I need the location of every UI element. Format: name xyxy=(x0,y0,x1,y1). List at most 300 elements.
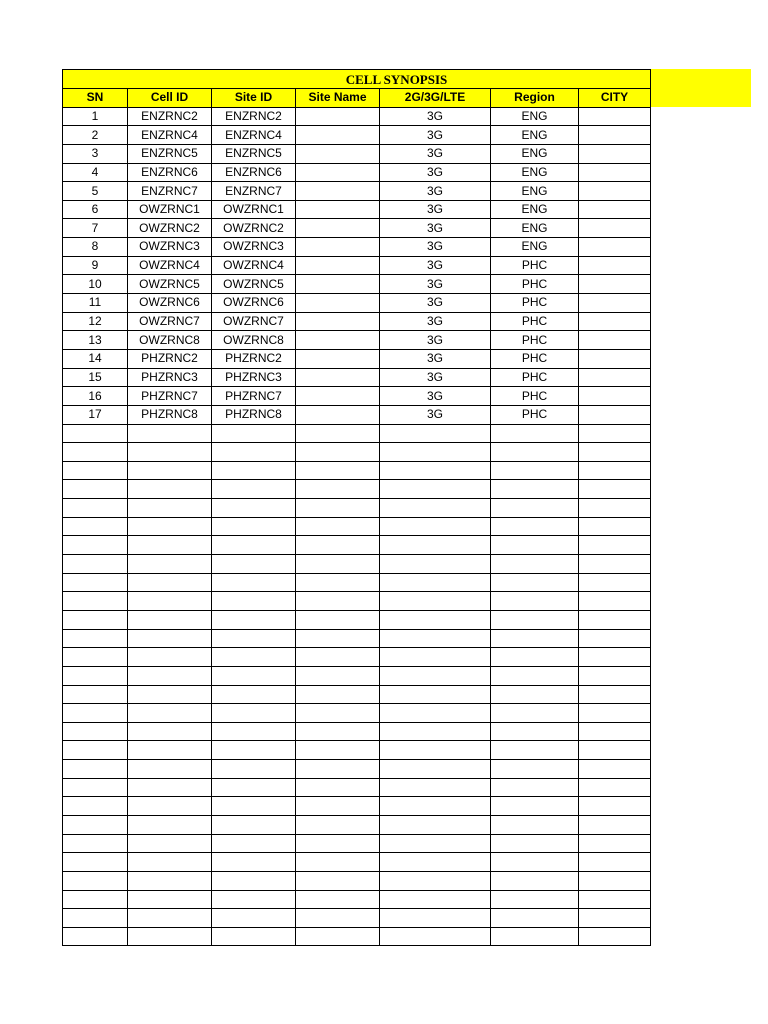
empty-cell xyxy=(296,610,380,629)
cell-sn: 4 xyxy=(63,163,128,182)
table-row xyxy=(63,256,651,275)
cell-region: PHC xyxy=(491,312,579,331)
empty-cell xyxy=(380,555,491,574)
table-row xyxy=(63,294,651,313)
empty-cell xyxy=(128,536,212,555)
empty-cell xyxy=(63,685,128,704)
column-header-sn: SN xyxy=(63,89,128,108)
empty-row xyxy=(63,536,651,555)
empty-cell xyxy=(491,666,579,685)
empty-cell xyxy=(491,909,579,928)
cell-cell-id: OWZRNC5 xyxy=(128,275,212,294)
empty-cell xyxy=(128,704,212,723)
cell-site-name xyxy=(296,368,380,387)
table-row xyxy=(63,331,651,350)
empty-cell xyxy=(212,927,296,946)
empty-cell xyxy=(63,760,128,779)
empty-row xyxy=(63,461,651,480)
cell-city xyxy=(579,312,651,331)
column-header-technology: 2G/3G/LTE xyxy=(380,89,491,108)
cell-site-name xyxy=(296,238,380,257)
empty-cell xyxy=(212,461,296,480)
empty-cell xyxy=(63,610,128,629)
cell-site-id: ENZRNC7 xyxy=(212,182,296,201)
empty-cell xyxy=(212,573,296,592)
empty-cell xyxy=(579,890,651,909)
empty-cell xyxy=(63,648,128,667)
empty-cell xyxy=(579,424,651,443)
empty-cell xyxy=(380,871,491,890)
empty-cell xyxy=(296,517,380,536)
cell-sn: 11 xyxy=(63,294,128,313)
empty-cell xyxy=(579,760,651,779)
empty-cell xyxy=(579,704,651,723)
empty-cell xyxy=(579,815,651,834)
cell-sn: 6 xyxy=(63,200,128,219)
empty-cell xyxy=(63,480,128,499)
cell-site-id: OWZRNC5 xyxy=(212,275,296,294)
cell-sn: 13 xyxy=(63,331,128,350)
cell-technology: 3G xyxy=(380,144,491,163)
column-header-site-id: Site ID xyxy=(212,89,296,108)
empty-cell xyxy=(579,629,651,648)
empty-cell xyxy=(380,834,491,853)
empty-cell xyxy=(491,424,579,443)
table-body xyxy=(63,70,651,946)
table-row xyxy=(63,405,651,424)
cell-region: ENG xyxy=(491,238,579,257)
cell-region: PHC xyxy=(491,349,579,368)
cell-site-name xyxy=(296,275,380,294)
empty-cell xyxy=(491,461,579,480)
empty-cell xyxy=(63,499,128,518)
empty-cell xyxy=(491,573,579,592)
empty-cell xyxy=(296,760,380,779)
empty-row xyxy=(63,555,651,574)
empty-row xyxy=(63,909,651,928)
empty-row xyxy=(63,573,651,592)
empty-cell xyxy=(579,648,651,667)
empty-cell xyxy=(380,909,491,928)
empty-row xyxy=(63,499,651,518)
empty-cell xyxy=(579,480,651,499)
empty-cell xyxy=(579,909,651,928)
empty-cell xyxy=(296,778,380,797)
table-row xyxy=(63,163,651,182)
table-row xyxy=(63,200,651,219)
empty-cell xyxy=(128,778,212,797)
empty-cell xyxy=(296,815,380,834)
column-header-city: CITY xyxy=(579,89,651,108)
empty-cell xyxy=(491,760,579,779)
empty-row xyxy=(63,685,651,704)
cell-site-name xyxy=(296,331,380,350)
cell-site-id: PHZRNC7 xyxy=(212,387,296,406)
empty-cell xyxy=(128,797,212,816)
empty-cell xyxy=(128,461,212,480)
empty-cell xyxy=(491,890,579,909)
empty-row xyxy=(63,871,651,890)
cell-technology: 3G xyxy=(380,107,491,126)
empty-cell xyxy=(128,480,212,499)
empty-cell xyxy=(212,760,296,779)
empty-cell xyxy=(128,909,212,928)
cell-sn: 15 xyxy=(63,368,128,387)
empty-cell xyxy=(380,760,491,779)
cell-city xyxy=(579,275,651,294)
empty-row xyxy=(63,424,651,443)
empty-cell xyxy=(579,797,651,816)
cell-technology: 3G xyxy=(380,256,491,275)
empty-cell xyxy=(63,797,128,816)
empty-cell xyxy=(579,443,651,462)
empty-row xyxy=(63,704,651,723)
empty-cell xyxy=(380,666,491,685)
empty-cell xyxy=(380,573,491,592)
empty-cell xyxy=(296,685,380,704)
cell-technology: 3G xyxy=(380,368,491,387)
cell-sn: 2 xyxy=(63,126,128,145)
empty-cell xyxy=(579,461,651,480)
cell-cell-id: ENZRNC4 xyxy=(128,126,212,145)
empty-cell xyxy=(296,461,380,480)
empty-cell xyxy=(579,536,651,555)
table-row xyxy=(63,387,651,406)
empty-cell xyxy=(63,573,128,592)
empty-cell xyxy=(212,853,296,872)
cell-site-id: OWZRNC1 xyxy=(212,200,296,219)
cell-site-id: ENZRNC5 xyxy=(212,144,296,163)
empty-cell xyxy=(380,461,491,480)
empty-cell xyxy=(128,573,212,592)
empty-row xyxy=(63,760,651,779)
cell-cell-id: OWZRNC4 xyxy=(128,256,212,275)
empty-cell xyxy=(491,778,579,797)
cell-site-id: OWZRNC7 xyxy=(212,312,296,331)
empty-cell xyxy=(212,536,296,555)
cell-site-name xyxy=(296,144,380,163)
empty-cell xyxy=(63,871,128,890)
empty-cell xyxy=(380,927,491,946)
empty-cell xyxy=(380,815,491,834)
cell-region: ENG xyxy=(491,182,579,201)
empty-cell xyxy=(380,648,491,667)
cell-region: PHC xyxy=(491,387,579,406)
cell-region: ENG xyxy=(491,107,579,126)
cell-site-name xyxy=(296,126,380,145)
cell-site-id: OWZRNC6 xyxy=(212,294,296,313)
empty-cell xyxy=(491,685,579,704)
cell-site-name xyxy=(296,182,380,201)
empty-cell xyxy=(128,499,212,518)
cell-synopsis-table xyxy=(62,69,651,946)
empty-cell xyxy=(212,909,296,928)
cell-site-id: ENZRNC6 xyxy=(212,163,296,182)
empty-cell xyxy=(296,592,380,611)
empty-cell xyxy=(212,610,296,629)
table-row xyxy=(63,368,651,387)
column-header-site-name: Site Name xyxy=(296,89,380,108)
cell-cell-id: ENZRNC7 xyxy=(128,182,212,201)
empty-cell xyxy=(128,834,212,853)
empty-row xyxy=(63,648,651,667)
empty-cell xyxy=(296,927,380,946)
cell-cell-id: OWZRNC6 xyxy=(128,294,212,313)
cell-city xyxy=(579,349,651,368)
empty-cell xyxy=(491,927,579,946)
empty-cell xyxy=(212,741,296,760)
empty-cell xyxy=(296,648,380,667)
empty-cell xyxy=(63,890,128,909)
empty-cell xyxy=(296,443,380,462)
table-row xyxy=(63,312,651,331)
cell-region: PHC xyxy=(491,275,579,294)
empty-cell xyxy=(63,629,128,648)
cell-sn: 10 xyxy=(63,275,128,294)
empty-cell xyxy=(63,517,128,536)
empty-cell xyxy=(296,573,380,592)
cell-technology: 3G xyxy=(380,238,491,257)
empty-cell xyxy=(296,909,380,928)
cell-technology: 3G xyxy=(380,126,491,145)
cell-sn: 16 xyxy=(63,387,128,406)
empty-cell xyxy=(380,704,491,723)
table-row xyxy=(63,238,651,257)
cell-city xyxy=(579,107,651,126)
empty-row xyxy=(63,890,651,909)
empty-cell xyxy=(579,853,651,872)
empty-cell xyxy=(212,685,296,704)
empty-cell xyxy=(212,424,296,443)
sheet-title-cell xyxy=(63,70,651,89)
empty-row xyxy=(63,815,651,834)
empty-cell xyxy=(63,666,128,685)
empty-cell xyxy=(212,629,296,648)
empty-cell xyxy=(63,741,128,760)
empty-cell xyxy=(380,499,491,518)
table-row xyxy=(63,349,651,368)
empty-cell xyxy=(296,629,380,648)
empty-cell xyxy=(579,555,651,574)
empty-cell xyxy=(63,815,128,834)
empty-cell xyxy=(128,927,212,946)
cell-sn: 8 xyxy=(63,238,128,257)
cell-cell-id: OWZRNC8 xyxy=(128,331,212,350)
empty-cell xyxy=(296,424,380,443)
cell-region: PHC xyxy=(491,256,579,275)
empty-cell xyxy=(296,499,380,518)
empty-cell xyxy=(128,648,212,667)
empty-cell xyxy=(128,853,212,872)
cell-region: ENG xyxy=(491,144,579,163)
empty-cell xyxy=(212,797,296,816)
cell-sn: 1 xyxy=(63,107,128,126)
empty-cell xyxy=(380,536,491,555)
cell-sn: 14 xyxy=(63,349,128,368)
table-row xyxy=(63,275,651,294)
empty-row xyxy=(63,834,651,853)
cell-site-id: ENZRNC4 xyxy=(212,126,296,145)
empty-cell xyxy=(296,853,380,872)
empty-cell xyxy=(128,666,212,685)
empty-cell xyxy=(491,517,579,536)
empty-cell xyxy=(491,722,579,741)
cell-technology: 3G xyxy=(380,405,491,424)
cell-technology: 3G xyxy=(380,349,491,368)
empty-cell xyxy=(491,629,579,648)
empty-cell xyxy=(128,685,212,704)
cell-technology: 3G xyxy=(380,312,491,331)
empty-cell xyxy=(491,610,579,629)
empty-cell xyxy=(212,704,296,723)
empty-cell xyxy=(63,927,128,946)
cell-sn: 12 xyxy=(63,312,128,331)
empty-cell xyxy=(579,927,651,946)
column-header-region: Region xyxy=(491,89,579,108)
empty-cell xyxy=(296,797,380,816)
empty-cell xyxy=(296,834,380,853)
empty-cell xyxy=(491,741,579,760)
cell-city xyxy=(579,182,651,201)
cell-cell-id: ENZRNC5 xyxy=(128,144,212,163)
cell-city xyxy=(579,144,651,163)
empty-cell xyxy=(380,610,491,629)
cell-site-name xyxy=(296,387,380,406)
cell-city xyxy=(579,387,651,406)
empty-row xyxy=(63,927,651,946)
empty-cell xyxy=(296,722,380,741)
table-row xyxy=(63,144,651,163)
sheet-title: CELL SYNOPSIS xyxy=(345,71,448,87)
empty-row xyxy=(63,722,651,741)
empty-cell xyxy=(63,443,128,462)
cell-site-name xyxy=(296,349,380,368)
empty-cell xyxy=(63,834,128,853)
cell-site-id: PHZRNC8 xyxy=(212,405,296,424)
cell-sn: 3 xyxy=(63,144,128,163)
cell-cell-id: PHZRNC3 xyxy=(128,368,212,387)
empty-cell xyxy=(491,592,579,611)
empty-cell xyxy=(491,704,579,723)
cell-city xyxy=(579,368,651,387)
empty-cell xyxy=(380,480,491,499)
empty-cell xyxy=(212,648,296,667)
empty-cell xyxy=(212,592,296,611)
empty-cell xyxy=(296,555,380,574)
empty-cell xyxy=(212,722,296,741)
empty-cell xyxy=(128,517,212,536)
cell-site-id: PHZRNC3 xyxy=(212,368,296,387)
empty-cell xyxy=(491,871,579,890)
cell-sn: 17 xyxy=(63,405,128,424)
empty-cell xyxy=(128,741,212,760)
cell-technology: 3G xyxy=(380,294,491,313)
empty-row xyxy=(63,443,651,462)
empty-cell xyxy=(380,424,491,443)
empty-row xyxy=(63,480,651,499)
empty-cell xyxy=(579,741,651,760)
empty-cell xyxy=(212,815,296,834)
empty-row xyxy=(63,666,651,685)
cell-cell-id: OWZRNC1 xyxy=(128,200,212,219)
cell-cell-id: ENZRNC6 xyxy=(128,163,212,182)
empty-cell xyxy=(128,871,212,890)
table-row xyxy=(63,219,651,238)
empty-cell xyxy=(63,555,128,574)
empty-row xyxy=(63,797,651,816)
empty-cell xyxy=(63,909,128,928)
empty-cell xyxy=(491,648,579,667)
cell-sn: 9 xyxy=(63,256,128,275)
empty-cell xyxy=(491,797,579,816)
empty-cell xyxy=(128,592,212,611)
cell-site-id: OWZRNC8 xyxy=(212,331,296,350)
empty-cell xyxy=(579,778,651,797)
cell-site-name xyxy=(296,163,380,182)
empty-cell xyxy=(380,853,491,872)
empty-cell xyxy=(212,871,296,890)
cell-region: ENG xyxy=(491,200,579,219)
empty-row xyxy=(63,853,651,872)
cell-site-name xyxy=(296,312,380,331)
empty-cell xyxy=(212,555,296,574)
cell-technology: 3G xyxy=(380,275,491,294)
cell-technology: 3G xyxy=(380,163,491,182)
cell-site-name xyxy=(296,405,380,424)
empty-cell xyxy=(128,424,212,443)
title-row xyxy=(63,70,651,89)
table-row xyxy=(63,107,651,126)
empty-cell xyxy=(63,853,128,872)
empty-cell xyxy=(380,629,491,648)
cell-technology: 3G xyxy=(380,387,491,406)
empty-cell xyxy=(579,871,651,890)
cell-cell-id: OWZRNC7 xyxy=(128,312,212,331)
empty-cell xyxy=(212,834,296,853)
cell-region: PHC xyxy=(491,331,579,350)
empty-cell xyxy=(491,815,579,834)
cell-region: PHC xyxy=(491,405,579,424)
cell-city xyxy=(579,219,651,238)
cell-sn: 7 xyxy=(63,219,128,238)
empty-cell xyxy=(63,461,128,480)
empty-cell xyxy=(579,517,651,536)
cell-region: ENG xyxy=(491,219,579,238)
cell-city xyxy=(579,238,651,257)
cell-technology: 3G xyxy=(380,331,491,350)
column-header-cell-id: Cell ID xyxy=(128,89,212,108)
cell-site-name xyxy=(296,200,380,219)
empty-cell xyxy=(579,592,651,611)
cell-region: PHC xyxy=(491,368,579,387)
empty-cell xyxy=(212,517,296,536)
empty-cell xyxy=(63,704,128,723)
cell-city xyxy=(579,126,651,145)
empty-cell xyxy=(380,890,491,909)
empty-cell xyxy=(491,834,579,853)
empty-cell xyxy=(380,741,491,760)
empty-cell xyxy=(212,480,296,499)
empty-cell xyxy=(63,722,128,741)
empty-cell xyxy=(491,536,579,555)
cell-technology: 3G xyxy=(380,182,491,201)
empty-cell xyxy=(380,797,491,816)
empty-row xyxy=(63,517,651,536)
empty-cell xyxy=(128,722,212,741)
empty-cell xyxy=(212,778,296,797)
empty-row xyxy=(63,592,651,611)
cell-site-name xyxy=(296,219,380,238)
